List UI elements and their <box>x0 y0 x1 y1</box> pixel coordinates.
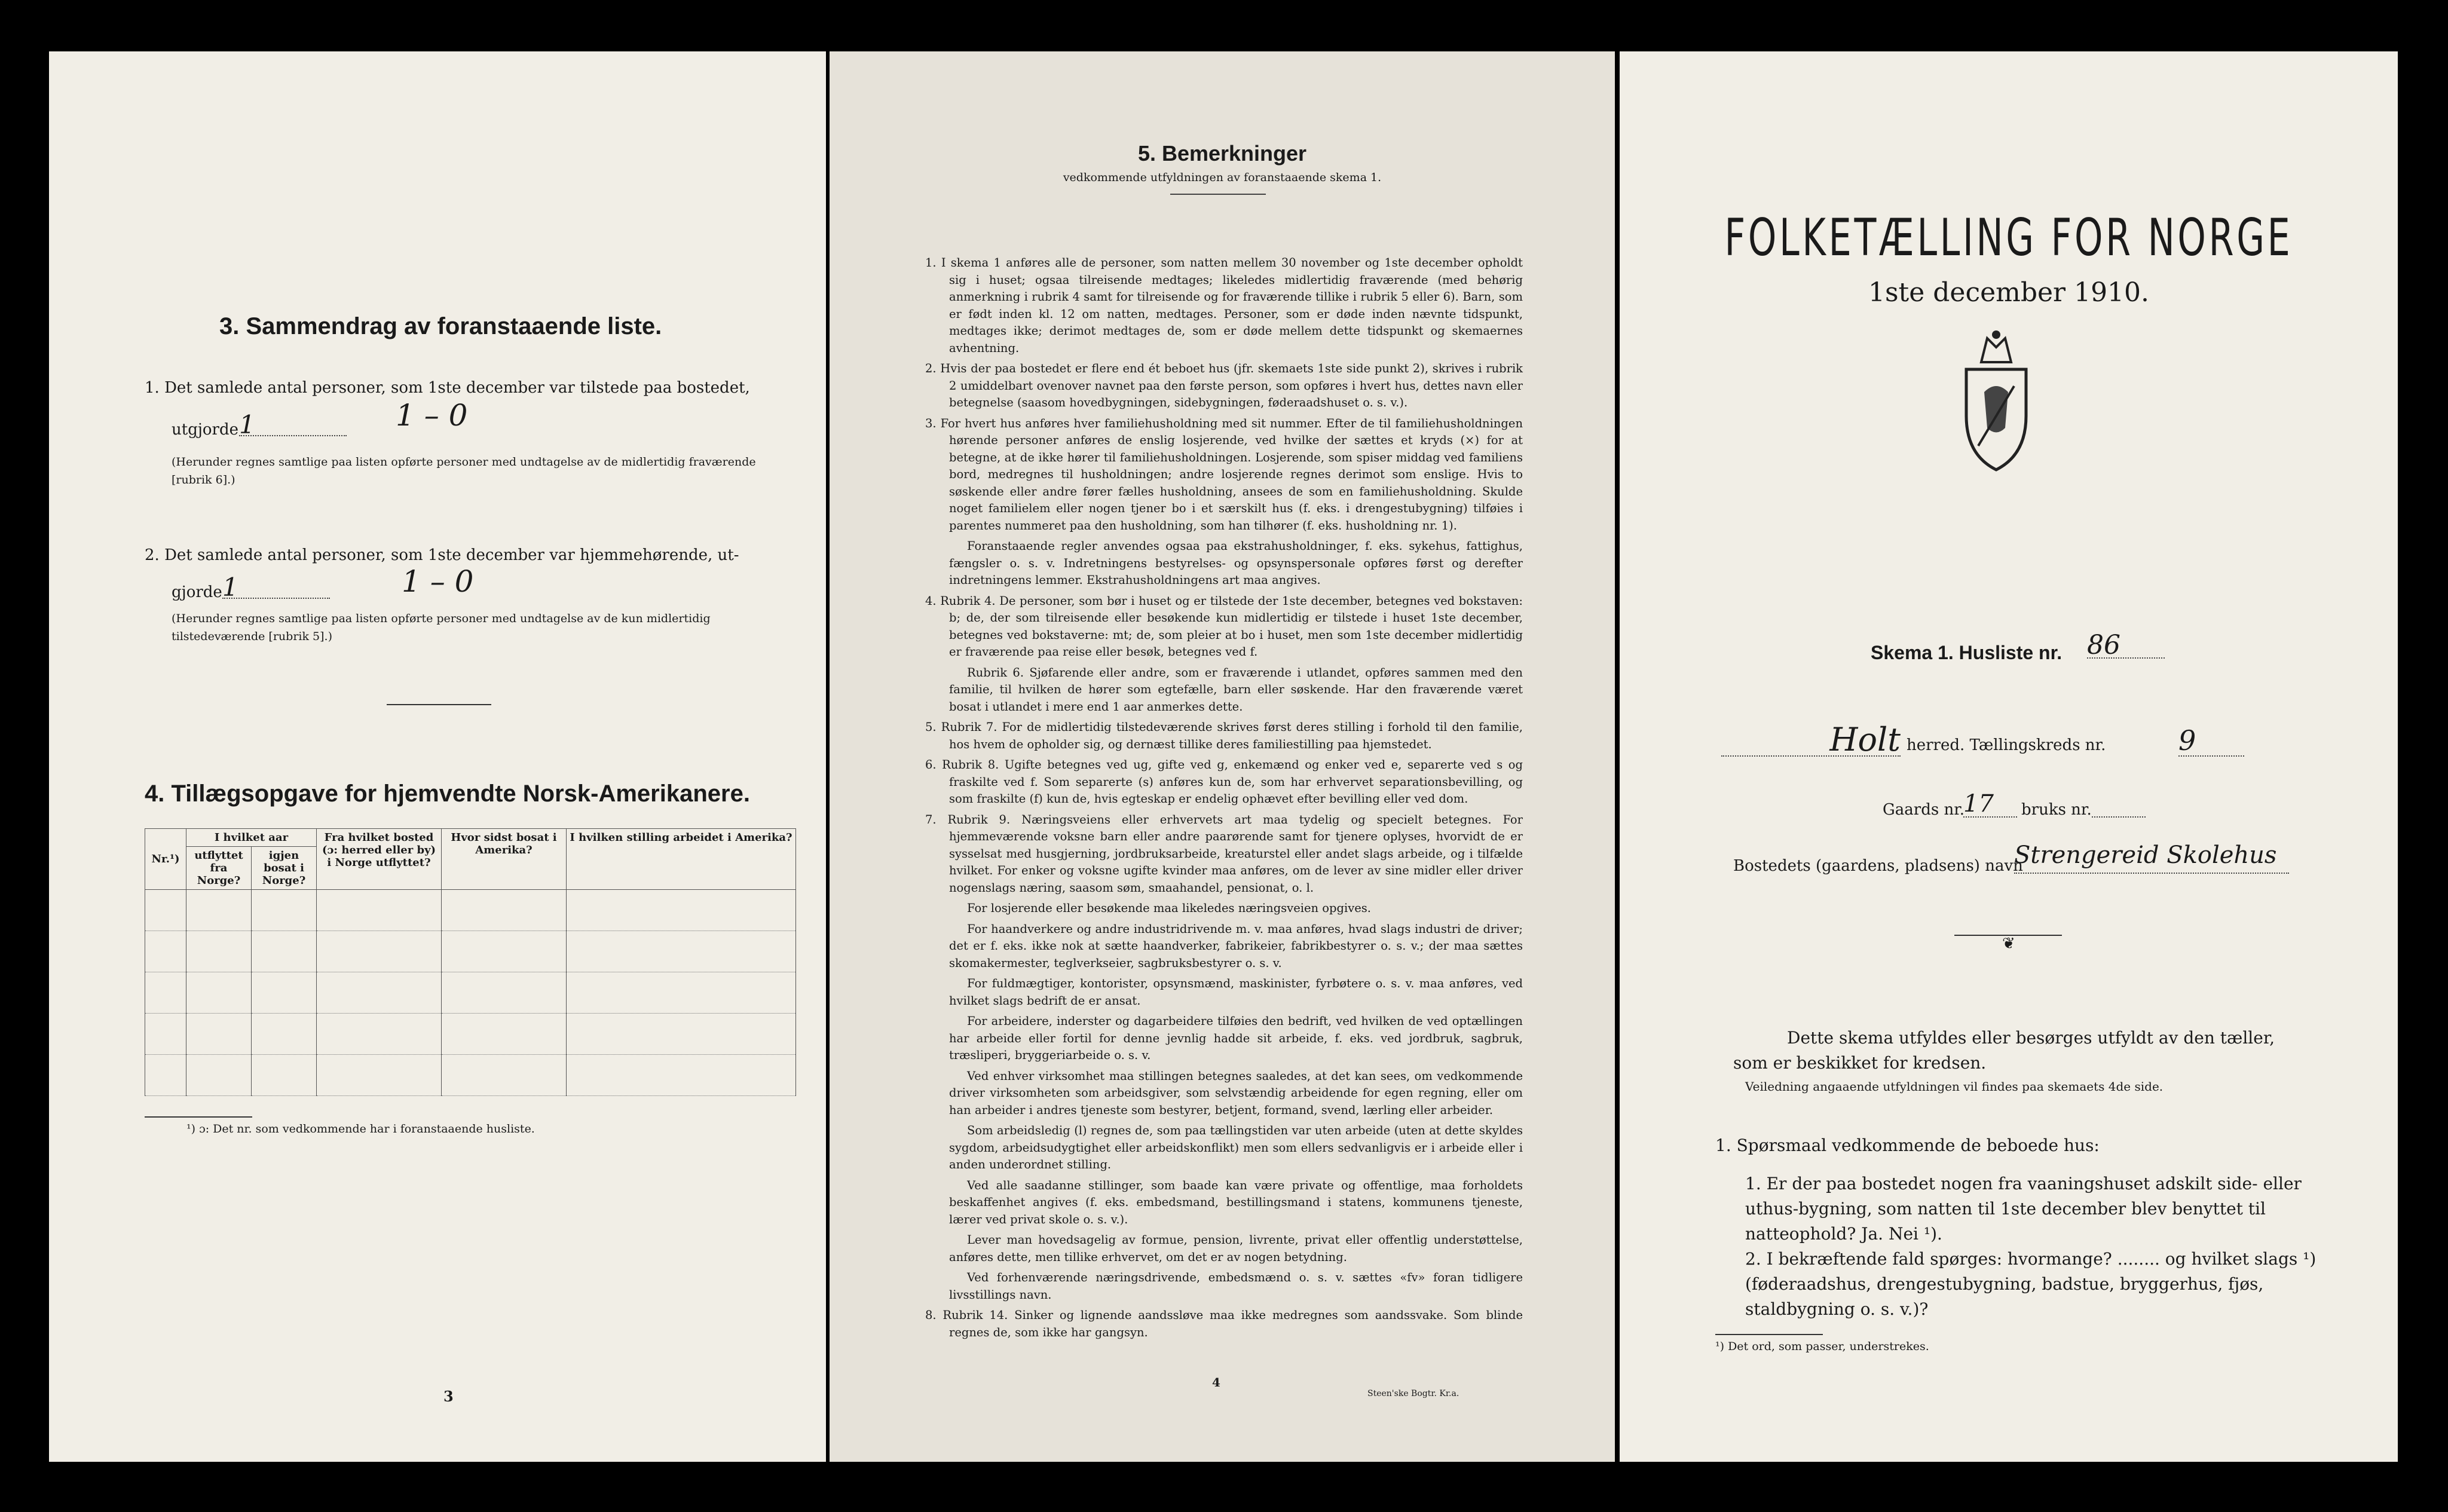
col-fra-bosted: Fra hvilket bosted (ɔ: herred eller by) i Norge utflyttet? <box>317 829 442 890</box>
col-stilling: I hvilken stilling arbeidet i Amerika? <box>567 829 796 890</box>
col-utflyttet: utflyttet fra Norge? <box>186 847 252 890</box>
divider <box>387 704 491 705</box>
remarks-body <box>925 255 1523 1345</box>
footnote-rule <box>145 1116 252 1118</box>
item1-value: 1 <box>239 410 347 436</box>
remark-paragraph: 8. Rubrik 14. Sinker og lignende aandssløve maa ikke medregnes som aandssvake. Som blinde regnes de, som ikke har gangsyn. <box>925 1308 1523 1339</box>
page-number: 3 <box>443 1388 454 1405</box>
bosted-label: Bostedets (gaardens, pladsens) navn <box>1733 857 2023 875</box>
section3-item1: 1. Det samlede antal personer, som 1ste december var tilstede paa bostedet, <box>145 379 750 397</box>
remark-paragraph: 5. Rubrik 7. For de midlertidig tilstedeværende skrives først deres stilling i forhold til den familie, hos hvem de opholder sig, og dernæst tillike deres familiestilling paa hjemstedet. <box>925 720 1523 751</box>
remark-paragraph: For fuldmægtiger, kontorister, opsynsmænd, maskinister, fyrbøtere o. s. v. maa anføres, ved hvilket slags bedrift de er ansat. <box>949 977 1523 1008</box>
item1-label: utgjorde <box>172 421 239 439</box>
item1-handwritten: 1 – 0 <box>396 398 468 433</box>
right-footnote: ¹) Det ord, som passer, understrekes. <box>1715 1340 1929 1353</box>
item1-note: (Herunder regnes samtlige paa listen opførte personer med undtagelse av de midlertidig fraværende [rubrik 6].) <box>172 455 756 486</box>
herred-value: Holt <box>1721 721 1901 757</box>
kreds-nr: 9 <box>2178 724 2244 757</box>
remarks-subtitle: vedkommende utfyldningen av foranstaaende skema 1. <box>1063 171 1382 184</box>
remark-paragraph: Foranstaaende regler anvendes ogsaa paa ekstrahusholdninger, f. eks. sykehus, fattighus, fængsler o. s. v. Indretningens bestyrelses- og opsynspersonale opføres først og derefter indretningens lemmer. Ekstrahusholdningens art maa angives. <box>949 539 1523 587</box>
form-title: FOLKETÆLLING FOR NORGE <box>1724 208 2293 268</box>
remark-paragraph: Som arbeidsledig (l) regnes de, som paa tællingstiden var uten arbeide (uten at dette skyldes sygdom, arbeidsudygtighet eller arbeidskonflikt) men som ellers sedvanligvis er i arbeide eller i anden underordnet stilling. <box>949 1124 1523 1171</box>
remark-paragraph: Rubrik 6. Sjøfarende eller andre, som er fraværende i utlandet, opføres sammen med den familie, til hvilken de hører som egtefælle, barn eller søskende. Har den fraværende været bosat i utlandet i mere end 1 aar anmerkes dette. <box>949 665 1523 714</box>
footnote-rule <box>1715 1334 1823 1335</box>
bruks-label: bruks nr. <box>2021 801 2092 819</box>
ornament-icon: ❦ <box>2002 935 2015 953</box>
gaards-nr: 17 <box>1963 790 2017 818</box>
gaards-label: Gaards nr. <box>1883 801 1965 819</box>
remark-paragraph: 2. Hvis der paa bostedet er flere end ét beboet hus (jfr. skemaets 1ste side punkt 2), skrives i rubrik 2 umiddelbart ovenover navnet paa den første person, som opføres i hvert hus, dettes navn eller betegnelse (saasom hovedbygningen, sidebygningen, føderaadshuset o. s. v.). <box>925 362 1523 409</box>
intro-text: Dette skema utfyldes eller besørges utfyldt av den tæller, som er beskikket for kredsen. <box>1733 1028 2275 1073</box>
col-nr: Nr.¹) <box>145 829 186 890</box>
remarks-title: 5. Bemerkninger <box>1137 141 1307 166</box>
table-row <box>145 890 796 931</box>
right-page <box>1620 51 2398 1462</box>
item2-value: 1 <box>222 573 330 599</box>
divider <box>1170 194 1266 195</box>
remark-paragraph: 6. Rubrik 8. Ugifte betegnes ved ug, gifte ved g, enkemænd og enker ved e, separerte ved s og fraskilte ved f. Som separerte (s) anføres kun de, som har erhvervet separationsbevilling, og som fraskilte (f) kun de, hvis egteskap er endelig ophævet efter bevilling eller ved dom. <box>925 758 1523 806</box>
item2-label: gjorde <box>172 583 222 601</box>
intro-note: Veiledning angaaende utfyldningen vil findes paa skemaets 4de side. <box>1745 1079 2164 1094</box>
col-hvor-sidst: Hvor sidst bosat i Amerika? <box>442 829 567 890</box>
section3-item2: 2. Det samlede antal personer, som 1ste december var hjemmehørende, ut- <box>145 546 739 564</box>
middle-page <box>830 51 1615 1462</box>
page-number: 4 <box>1212 1375 1220 1389</box>
section4-footnote: ¹) ɔ: Det nr. som vedkommende har i foranstaaende husliste. <box>186 1122 535 1135</box>
left-page <box>49 51 826 1462</box>
item2-handwritten: 1 – 0 <box>402 564 474 599</box>
printer-mark: Steen'ske Bogtr. Kr.a. <box>1367 1389 1459 1398</box>
skema-label: Skema 1. Husliste nr. <box>1871 642 2063 663</box>
remark-paragraph: 1. I skema 1 anføres alle de personer, som natten mellem 30 november og 1ste december opholdt sig i huset; ogsaa tilreisende medtages; likeledes midlertidig fraværende (med behørig anmerkning i rubrik 4 samt for tilreisende og for fraværende tillike i rubrik 5 eller 6). Barn, som er født inden kl. 12 om natten, medtages. Personer, som er døde inden nævnte tidspunkt, medtages ikke; derimot medtages de, som er døde mellem dette tidspunkt og skemaernes avhentning. <box>925 256 1523 355</box>
remark-paragraph: 4. Rubrik 4. De personer, som bør i huset og er tilstede der 1ste december, betegnes ved bokstaven: b; de, der som tilreisende eller besøkende kun midlertidig er tilstede i huset 1ste december, betegnes ved bokstaverne: mt; de, som pleier at bo i huset, men som 1ste december midlertidig er fraværende paa reise eller besøk, betegnes ved f. <box>925 593 1523 659</box>
remark-paragraph: 7. Rubrik 9. Næringsveiens eller erhvervets art maa tydelig og specielt betegnes. For hjemmeværende voksne barn eller andre paarørende samt for tjenere oplyses, hvorvidt de er sysselsat med husgjerning, jordbruksarbeide, kreaturstel eller andet slags arbeide, og i tilfælde hvilket. For enker og voksne ugifte kvinder maa anføres, om de lever av sine midler eller driver nogenslags næring, saasom søm, smaahandel, pensionat, o. l. <box>925 812 1523 895</box>
herred-label: herred. Tællingskreds nr. <box>1907 736 2106 754</box>
norsk-amerikanere-table <box>145 828 796 1096</box>
table-row <box>145 931 796 972</box>
q2-text: 2. I bekræftende fald spørges: hvormange? ........ og hvilket slags ¹) (føderaadshus, drengestubygning, badstue, bryggerhus, fjøs, staldbygning o. s. v.)? <box>1745 1249 2317 1319</box>
bosted-value: Strengereid Skolehus <box>2014 841 2289 874</box>
remark-paragraph: Ved enhver virksomhet maa stillingen betegnes saaledes, at det kan sees, om vedkommende driver virksomheten som arbeidsgiver, som selvstændig arbeidende for egen regning, eller om han arbeider i andres tjeneste som bestyrer, betjent, formand, svend, lærling eller arbeider. <box>949 1069 1523 1117</box>
remark-paragraph: Lever man hovedsagelig av formue, pension, livrente, privat eller offentlig understøttelse, anføres dette, men tillike erhvervet, om det er av nogen betydning. <box>949 1233 1523 1264</box>
table-row <box>145 1055 796 1096</box>
col-group-year: I hvilket aar <box>186 829 317 847</box>
remark-paragraph: For haandverkere og andre industridrivende m. v. maa anføres, hvad slags industri de driver; det er f. eks. ikke nok at sætte haandverker, fabrikeier, fabrikbestyrer o. s. v.; der maa sættes skomakermester, teglverkseier, sagbruksbestyrer o. s. v. <box>949 922 1523 970</box>
form-date: 1ste december 1910. <box>1868 277 2150 308</box>
q1-text: 1. Er der paa bostedet nogen fra vaaningshuset adskilt side- eller uthus-bygning, som natten til 1ste december blev benyttet til natteophold? Ja. Nei ¹). <box>1745 1174 2302 1244</box>
remark-paragraph: Ved alle saadanne stillinger, som baade kan være private og offentlige, maa forholdets beskaffenhet angives (f. eks. embedsmand, bestillingsmand i statens, kommunens tjeneste, lærer ved privat skole o. s. v.). <box>949 1178 1523 1226</box>
remark-paragraph: Ved forhenværende næringsdrivende, embedsmænd o. s. v. sættes «fv» foran tidligere livsstillings navn. <box>949 1271 1523 1302</box>
table-row <box>145 972 796 1014</box>
section3-title: 3. Sammendrag av foranstaaende liste. <box>219 313 662 339</box>
remark-paragraph: 3. For hvert hus anføres hver familiehusholdning med sit nummer. Efter de til familiehusholdningen hørende personer anføres de enslig losjerende, ved hvilke der sættes et kryds (×) for at betegne, at de ikke hører til familiehusholdningen. Losjerende, som spiser middag ved familiens bord, medregnes til husholdningen; andre losjerende regnes derimot som enslige. Hvis to søskende eller andre fører fælles husholdning, ansees de som en familiehusholdning. Skulde noget familielem eller nogen tjener bo i et særskilt hus (f. eks. i drengestubygning) tilføies i parentes nummeret paa den husholdning, som han tilhører (f. eks. husholdning nr. 1). <box>925 416 1523 532</box>
section4-title: 4. Tillægsopgave for hjemvendte Norsk-Amerikanere. <box>145 781 750 807</box>
bruks-nr <box>2092 802 2146 818</box>
remark-paragraph: For losjerende eller besøkende maa likeledes næringsveien opgives. <box>967 901 1371 915</box>
table-row <box>145 1014 796 1055</box>
husliste-nr: 86 <box>2087 630 2165 659</box>
coat-of-arms-icon <box>1954 326 2038 476</box>
remark-paragraph: For arbeidere, inderster og dagarbeidere tilføies den bedrift, ved hvilken de ved optællingen har arbeide eller fortil for denne jevnlig hadde sit arbeide, f. eks. ved jordbruk, sagbruk, træsliperi, bryggeriarbeide o. s. v. <box>949 1014 1523 1062</box>
col-igjen: igjen bosat i Norge? <box>252 847 317 890</box>
q1-title: 1. Spørsmaal vedkommende de beboede hus: <box>1715 1135 2100 1155</box>
item2-note: (Herunder regnes samtlige paa listen opførte personer med undtagelse av de kun midlertidig tilstedeværende [rubrik 5].) <box>172 612 711 643</box>
